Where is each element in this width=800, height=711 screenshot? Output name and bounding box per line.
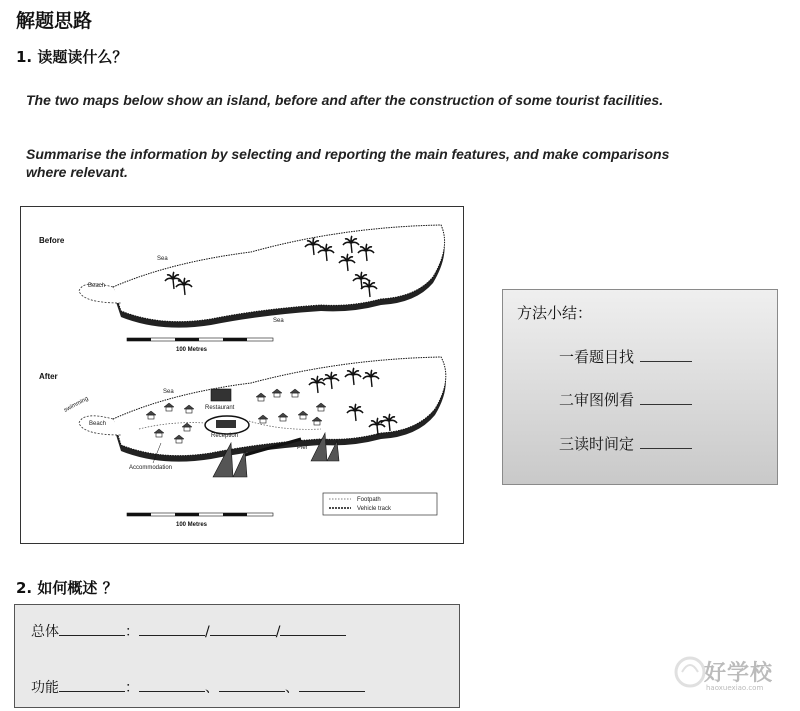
overview-label: 总体 <box>31 624 59 640</box>
scale-label-before: 100 Metres <box>176 347 208 353</box>
sea-label-after: Sea <box>163 389 174 395</box>
legend-vehicle-label: Vehicle track <box>357 506 392 512</box>
overview-slash-1: / <box>205 624 210 640</box>
island-maps-svg <box>21 207 463 543</box>
beach-label-before: Beach <box>88 283 106 289</box>
method-blank-3 <box>640 434 692 449</box>
method-item-1 <box>559 346 692 367</box>
method-summary-box <box>502 289 778 485</box>
overview-blank-2 <box>210 623 276 636</box>
method-item-3 <box>559 433 692 454</box>
scale-bar-before <box>127 338 273 341</box>
overview-row <box>31 621 346 641</box>
watermark-text: 好学校 <box>704 661 774 686</box>
section-heading-1: 1. 读题读什么？ <box>16 48 128 66</box>
function-blank-2 <box>219 679 285 692</box>
method-blank-2 <box>640 390 692 405</box>
scale-bar-after <box>127 513 273 516</box>
sea-label-before-bottom: Sea <box>273 318 284 324</box>
section-heading-2: 2. 如何概述 ？ <box>16 579 118 597</box>
function-colon: ： <box>125 680 139 696</box>
overview-fill-box <box>14 604 460 708</box>
method-item-2 <box>559 389 692 410</box>
overview-slash-2: / <box>275 624 281 640</box>
accommodation-label: Accommodation <box>129 465 173 471</box>
task-description: The two maps below show an island, before and after the construction of some tourist facilities. <box>26 92 664 108</box>
reception-label: Reception <box>211 433 239 439</box>
map-after-label: After <box>39 372 58 381</box>
scale-label-after: 100 Metres <box>176 522 208 528</box>
sea-label-before-top: Sea <box>157 256 168 262</box>
method-title: 方法小结： <box>517 304 593 322</box>
function-label: 功能 <box>31 680 59 696</box>
page-title: 解题思路 <box>16 10 93 32</box>
legend-footpath-label: Footpath <box>357 497 381 503</box>
restaurant-label: Restaurant <box>205 405 235 411</box>
function-row <box>31 677 365 697</box>
overview-colon: ： <box>125 624 139 640</box>
function-blank-3 <box>299 679 365 692</box>
pier-label: Pier <box>297 445 308 451</box>
method-item-1-text: 一看题目找 <box>559 348 635 366</box>
method-item-2-text: 二审图例看 <box>559 391 635 409</box>
method-blank-1 <box>640 347 692 362</box>
island-maps-figure <box>20 206 464 544</box>
function-blank-1 <box>139 679 205 692</box>
watermark-subtext: haoxuexiao.com <box>706 684 764 692</box>
swimming-label: swimming <box>63 395 90 414</box>
function-comma-2: 、 <box>285 680 299 696</box>
overview-blank-1 <box>139 623 205 636</box>
beach-label-after: Beach <box>89 421 107 427</box>
task-instruction: Summarise the information by selecting and reporting the main features, and make comparisons where relevant. <box>26 146 670 180</box>
overview-blank-3 <box>280 623 346 636</box>
map-before-label: Before <box>39 236 65 245</box>
method-item-3-text: 三读时间定 <box>559 435 635 453</box>
function-blank-main <box>59 679 125 692</box>
function-comma-1: 、 <box>205 680 219 696</box>
overview-blank-main <box>59 623 125 636</box>
